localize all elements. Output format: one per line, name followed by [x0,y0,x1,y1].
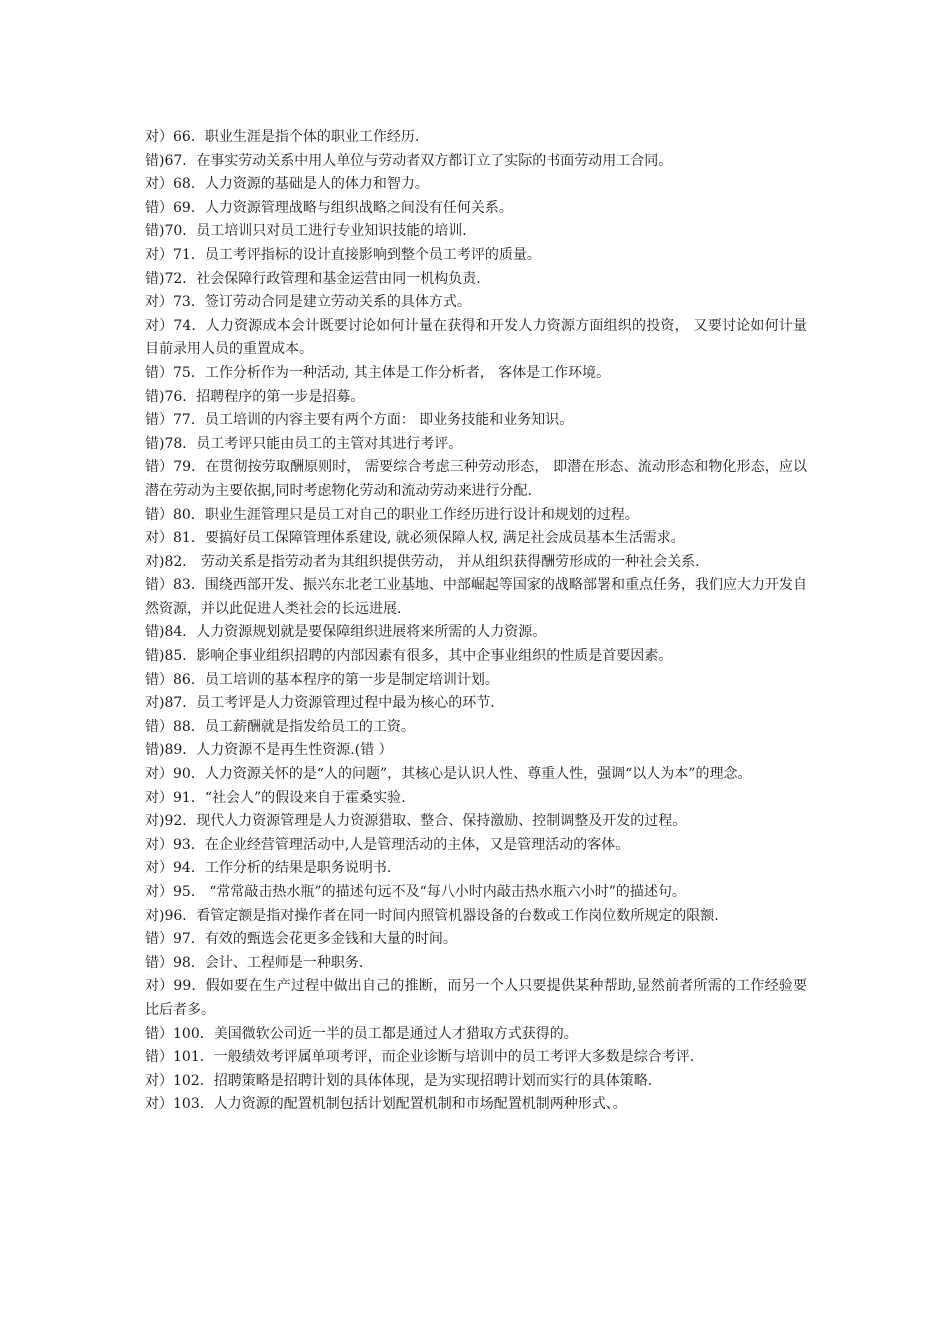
list-item: 错）69．人力资源管理战略与组织战略之间没有任何关系。 [145,199,513,216]
list-item: 错)89．人力资源不是再生性资源.(错 ） [145,742,393,759]
list-item: 对）91．“社会人”的假设来自于霍桑实验. [145,789,406,806]
list-item: 对）94．工作分析的结果是职务说明书. [145,860,392,877]
document-body [145,126,807,1117]
list-item: 错）79．在贯彻按劳取酬原则时， 需要综合考虑三种劳动形态， 即潜在形态、流动形态和物化形态，应以潜在劳动为主要依据,同时考虑物化劳动和流动劳动来进行分配. [145,459,807,499]
list-item: 错）80．职业生涯管理只是员工对自己的职业工作经历进行设计和规划的过程。 [145,506,639,523]
list-item: 对）103．人力资源的配置机制包括计划配置机制和市场配置机制两种形式、。 [145,1096,627,1113]
list-item: 对)82． 劳动关系是指劳动者为其组织提供劳动， 并从组织获得酬劳形成的一种社会关系. [145,553,700,570]
list-item: 错）77．员工培训的内容主要有两个方面： 即业务技能和业务知识。 [145,412,574,429]
list-item: 对）74．人力资源成本会计既要讨论如何计量在获得和开发人力资源方面组织的投资， 又要讨论如何计量目前录用人员的重置成本。 [145,317,807,358]
list-item: 错）75．工作分析作为一种活动, 其主体是工作分析者， 客体是工作环境。 [145,364,611,381]
list-item: 错)70．员工培训只对员工进行专业知识技能的培训. [145,223,467,240]
list-item: 对）66．职业生涯是指个体的职业工作经历. [145,129,420,145]
list-item: 对）81．要搞好员工保障管理体系建设, 就必须保障人权, 满足社会成员基本生活需求。 [145,530,685,547]
list-item: 错)67．在事实劳动关系中用人单位与劳动者双方都订立了实际的书面劳动用工合同。 [145,152,673,169]
list-item: 对)96．看管定额是指对操作者在同一时间内照管机器设备的台数或工作岗位数所规定的限额. [145,907,719,924]
list-item: 错)76．招聘程序的第一步是招募。 [145,388,365,405]
list-item: 错）101．一般绩效考评属单项考评，而企业诊断与培训中的员工考评大多数是综合考评. [145,1049,695,1066]
list-item: 对)87．员工考评是人力资源管理过程中最为核心的环节. [145,695,495,712]
list-item: 对）68．人力资源的基础是人的体力和智力。 [145,176,429,193]
list-item: 错）83．围绕西部开发、振兴东北老工业基地、中部崛起等国家的战略部署和重点任务，我们应大力开发自然资源，并以此促进人类社会的长远进展. [145,577,807,617]
list-item: 错）86．员工培训的基本程序的第一步是制定培训计划。 [145,671,499,688]
list-item: 错）98．会计、工程师是一种职务. [145,954,364,971]
list-item: 错)85．影响企事业组织招聘的内部因素有很多，其中企事业组织的性质是首要因素。 [145,648,673,665]
list-item: 错)72．社会保障行政管理和基金运营由同一机构负责. [145,270,481,287]
list-item: 对)92．现代人力资源管理是人力资源猎取、整合、保持激励、控制调整及开发的过程。 [145,813,687,830]
list-item: 错)78．员工考评只能由员工的主管对其进行考评。 [145,435,463,452]
list-item: 错）100．美国微软公司近一半的员工都是通过人才猎取方式获得的。 [145,1025,578,1042]
list-item: 对）73．签订劳动合同是建立劳动关系的具体方式。 [145,294,471,311]
list-item: 对）99．假如要在生产过程中做出自己的推断，而另一个人只要提供某种帮助,显然前者所需的工作经验要比后者多。 [145,978,807,1018]
list-item: 错）88．员工薪酬就是指发给员工的工资。 [145,718,415,735]
list-item: 错）97．有效的甄选会花更多金钱和大量的时间。 [145,931,457,948]
list-item: 错)84．人力资源规划就是要保障组织进展将来所需的人力资源。 [145,624,547,641]
list-item: 对）93．在企业经营管理活动中,人是管理活动的主体，又是管理活动的客体。 [145,836,630,853]
list-item: 对）95． “常常敲击热水瓶”的描述句远不及“每八小时内敲击热水瓶六小时”的描述句。 [145,884,686,900]
list-item: 对）102．招聘策略是招聘计划的具体体现，是为实现招聘计划而实行的具体策略. [145,1072,653,1089]
list-item: 对）71．员工考评指标的设计直接影响到整个员工考评的质量。 [145,246,541,263]
list-item: 对）90．人力资源关怀的是“人的问题”，其核心是认识人性、尊重人性，强调“以人为本”的理念。 [145,766,752,783]
